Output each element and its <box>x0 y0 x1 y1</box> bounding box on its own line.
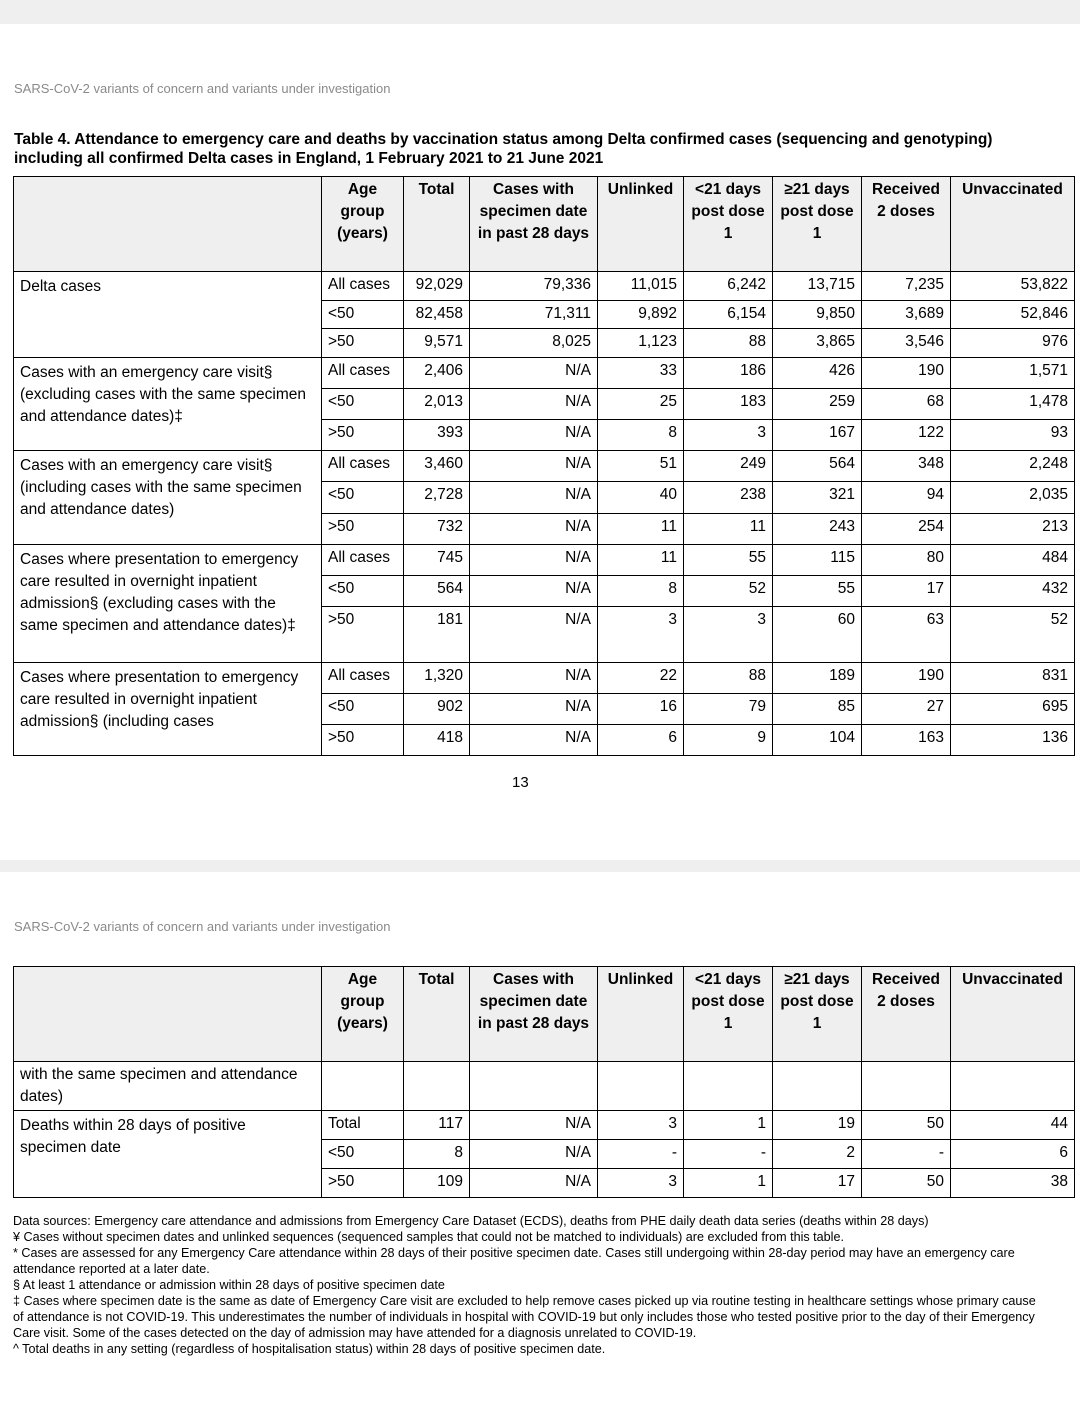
age-group-cell: >50 <box>322 329 404 358</box>
value-cell: 564 <box>773 451 862 482</box>
value-cell: 17 <box>773 1169 862 1198</box>
value-cell: 745 <box>404 545 470 576</box>
value-cell: 243 <box>773 514 862 545</box>
age-group-cell: All cases <box>322 358 404 389</box>
value-cell: 9,892 <box>598 301 684 329</box>
column-header: Total <box>404 177 470 272</box>
value-cell: 50 <box>862 1169 951 1198</box>
note-line: ^ Total deaths in any setting (regardless of hospitalisation status) within 28 days of positive specimen date. <box>13 1342 606 1356</box>
value-cell: 831 <box>951 663 1075 694</box>
value-cell: 9,571 <box>404 329 470 358</box>
value-cell: 2 <box>773 1140 862 1169</box>
value-cell: 3 <box>598 1169 684 1198</box>
note-line: Data sources: Emergency care attendance and admissions from Emergency Care Dataset (ECDS), deaths from PHE daily death data series (deaths within 28 days) <box>13 1214 929 1228</box>
value-cell: N/A <box>470 725 598 756</box>
empty-cell <box>951 1062 1075 1111</box>
value-cell: 22 <box>598 663 684 694</box>
value-cell: 11 <box>684 514 773 545</box>
value-cell: 93 <box>951 420 1075 451</box>
value-cell: 13,715 <box>773 272 862 301</box>
value-cell: 68 <box>862 389 951 420</box>
value-cell: 3,546 <box>862 329 951 358</box>
age-group-cell: >50 <box>322 1169 404 1198</box>
empty-cell <box>862 1062 951 1111</box>
age-group-cell: <50 <box>322 694 404 725</box>
value-cell: 94 <box>862 482 951 514</box>
value-cell: 92,029 <box>404 272 470 301</box>
value-cell: 902 <box>404 694 470 725</box>
value-cell: 38 <box>951 1169 1075 1198</box>
empty-cell <box>404 1062 470 1111</box>
row-group-label: Cases where presentation to emergency care resulted in overnight inpatient admission§ (excluding cases with the same specimen and attendance dates)‡ <box>14 545 322 663</box>
value-cell: 9 <box>684 725 773 756</box>
column-header: Age group (years) <box>322 177 404 272</box>
table-row <box>14 451 1075 482</box>
value-cell: 321 <box>773 482 862 514</box>
value-cell: 1 <box>684 1169 773 1198</box>
age-group-cell: All cases <box>322 272 404 301</box>
column-header: <21 days post dose 1 <box>684 177 773 272</box>
value-cell: 1,320 <box>404 663 470 694</box>
value-cell: N/A <box>470 514 598 545</box>
value-cell: 9,850 <box>773 301 862 329</box>
value-cell: N/A <box>470 1111 598 1140</box>
note-line: ‡ Cases where specimen date is the same as date of Emergency Care visit are excluded to help remove cases picked up via routine testing in healthcare settings whose primary cause of attendance is not COVID-19. This underestimates the number of individuals in hospital with COVID-19 but only includes those who tested positive prior to the day of their Emergency Care visit. Some of the cases detected on the day of admission may have attended for a diagnosis unrelated to COVID-19. <box>13 1294 1036 1340</box>
value-cell: 1 <box>684 1111 773 1140</box>
value-cell: 55 <box>773 576 862 607</box>
value-cell: 418 <box>404 725 470 756</box>
value-cell: 1,571 <box>951 358 1075 389</box>
value-cell: 16 <box>598 694 684 725</box>
value-cell: 52,846 <box>951 301 1075 329</box>
value-cell: 53,822 <box>951 272 1075 301</box>
column-header: Unvaccinated <box>951 967 1075 1062</box>
value-cell: 79,336 <box>470 272 598 301</box>
value-cell: 238 <box>684 482 773 514</box>
age-group-cell: All cases <box>322 451 404 482</box>
value-cell: 259 <box>773 389 862 420</box>
value-cell: N/A <box>470 663 598 694</box>
table-row <box>14 358 1075 389</box>
value-cell: 11 <box>598 545 684 576</box>
table-row <box>14 663 1075 694</box>
age-group-cell: All cases <box>322 545 404 576</box>
value-cell: 7,235 <box>862 272 951 301</box>
age-group-cell: <50 <box>322 1140 404 1169</box>
column-header: Unlinked <box>598 967 684 1062</box>
continued-row-label: with the same specimen and attendance dates) <box>14 1062 322 1111</box>
note-line: § At least 1 attendance or admission within 28 days of positive specimen date <box>13 1278 445 1292</box>
value-cell: 17 <box>862 576 951 607</box>
value-cell: 190 <box>862 663 951 694</box>
value-cell: 2,013 <box>404 389 470 420</box>
age-group-cell: >50 <box>322 725 404 756</box>
empty-cell <box>684 1062 773 1111</box>
value-cell: 50 <box>862 1111 951 1140</box>
value-cell: 82,458 <box>404 301 470 329</box>
value-cell: 136 <box>951 725 1075 756</box>
value-cell: 6 <box>951 1140 1075 1169</box>
value-cell: 213 <box>951 514 1075 545</box>
value-cell: 40 <box>598 482 684 514</box>
value-cell: 117 <box>404 1111 470 1140</box>
note-line: * Cases are assessed for any Emergency Care attendance within 28 days of their positive specimen date. Cases still undergoing within 28-day period may have an emergency care attendance reported at a later date. <box>13 1246 1015 1276</box>
table-4-part-2 <box>13 966 1075 1198</box>
value-cell: 249 <box>684 451 773 482</box>
value-cell: 80 <box>862 545 951 576</box>
value-cell: 33 <box>598 358 684 389</box>
column-header: Received 2 doses <box>862 177 951 272</box>
page-number: 13 <box>512 774 529 791</box>
value-cell: 104 <box>773 725 862 756</box>
value-cell: N/A <box>470 545 598 576</box>
value-cell: 88 <box>684 329 773 358</box>
value-cell: 11,015 <box>598 272 684 301</box>
note-line: ¥ Cases without specimen dates and unlinked sequences (sequenced samples that could not be matched to individuals) are excluded from this table. <box>13 1230 844 1244</box>
table-notes <box>13 1213 1043 1357</box>
value-cell: N/A <box>470 389 598 420</box>
table-row <box>14 545 1075 576</box>
value-cell: 25 <box>598 389 684 420</box>
column-header: Age group (years) <box>322 967 404 1062</box>
value-cell: 695 <box>951 694 1075 725</box>
value-cell: - <box>598 1140 684 1169</box>
age-group-cell: <50 <box>322 482 404 514</box>
table-row <box>14 272 1075 301</box>
value-cell: 3 <box>684 420 773 451</box>
age-group-cell: >50 <box>322 607 404 663</box>
row-group-label: Cases where presentation to emergency care resulted in overnight inpatient admission§ (including cases <box>14 663 322 756</box>
value-cell: 484 <box>951 545 1075 576</box>
value-cell: 55 <box>684 545 773 576</box>
value-cell: N/A <box>470 1169 598 1198</box>
running-header: SARS-CoV-2 variants of concern and variants under investigation <box>14 919 391 934</box>
value-cell: 348 <box>862 451 951 482</box>
value-cell: 1,123 <box>598 329 684 358</box>
value-cell: 71,311 <box>470 301 598 329</box>
value-cell: 186 <box>684 358 773 389</box>
value-cell: 181 <box>404 607 470 663</box>
column-header: Unlinked <box>598 177 684 272</box>
age-group-cell: <50 <box>322 576 404 607</box>
value-cell: 85 <box>773 694 862 725</box>
value-cell: 3 <box>684 607 773 663</box>
column-header: Unvaccinated <box>951 177 1075 272</box>
value-cell: 8 <box>598 420 684 451</box>
column-header: Received 2 doses <box>862 967 951 1062</box>
value-cell: 8 <box>404 1140 470 1169</box>
column-header: Total <box>404 967 470 1062</box>
table-row <box>14 1062 1075 1111</box>
age-group-cell: All cases <box>322 663 404 694</box>
empty-cell <box>598 1062 684 1111</box>
value-cell: 2,728 <box>404 482 470 514</box>
value-cell: 3,689 <box>862 301 951 329</box>
value-cell: - <box>862 1140 951 1169</box>
value-cell: N/A <box>470 482 598 514</box>
column-header: ≥21 days post dose 1 <box>773 967 862 1062</box>
value-cell: 432 <box>951 576 1075 607</box>
value-cell: 3 <box>598 607 684 663</box>
page-separator <box>0 0 1080 24</box>
empty-cell <box>773 1062 862 1111</box>
running-header: SARS-CoV-2 variants of concern and variants under investigation <box>14 81 391 96</box>
value-cell: 3 <box>598 1111 684 1140</box>
value-cell: 63 <box>862 607 951 663</box>
age-group-cell: <50 <box>322 389 404 420</box>
age-group-cell: >50 <box>322 514 404 545</box>
value-cell: 8 <box>598 576 684 607</box>
value-cell: 2,406 <box>404 358 470 389</box>
row-group-label: Delta cases <box>14 272 322 358</box>
value-cell: N/A <box>470 694 598 725</box>
value-cell: 976 <box>951 329 1075 358</box>
value-cell: 51 <box>598 451 684 482</box>
value-cell: 44 <box>951 1111 1075 1140</box>
table-row <box>14 1111 1075 1140</box>
column-header: ≥21 days post dose 1 <box>773 177 862 272</box>
value-cell: 393 <box>404 420 470 451</box>
column-header: <21 days post dose 1 <box>684 967 773 1062</box>
page-separator <box>0 860 1080 872</box>
value-cell: N/A <box>470 576 598 607</box>
row-group-label: Cases with an emergency care visit§ (excluding cases with the same specimen and attendance dates)‡ <box>14 358 322 451</box>
value-cell: N/A <box>470 451 598 482</box>
value-cell: 190 <box>862 358 951 389</box>
value-cell: 564 <box>404 576 470 607</box>
value-cell: N/A <box>470 420 598 451</box>
value-cell: N/A <box>470 1140 598 1169</box>
value-cell: 60 <box>773 607 862 663</box>
value-cell: 122 <box>862 420 951 451</box>
value-cell: 163 <box>862 725 951 756</box>
value-cell: 183 <box>684 389 773 420</box>
value-cell: 52 <box>951 607 1075 663</box>
value-cell: 79 <box>684 694 773 725</box>
empty-cell <box>470 1062 598 1111</box>
value-cell: 52 <box>684 576 773 607</box>
column-header: Cases with specimen date in past 28 days <box>470 177 598 272</box>
value-cell: 732 <box>404 514 470 545</box>
value-cell: 11 <box>598 514 684 545</box>
empty-cell <box>322 1062 404 1111</box>
value-cell: 109 <box>404 1169 470 1198</box>
row-group-label: Deaths within 28 days of positive specimen date <box>14 1111 322 1198</box>
row-group-label: Cases with an emergency care visit§ (including cases with the same specimen and attendance dates) <box>14 451 322 545</box>
value-cell: 88 <box>684 663 773 694</box>
value-cell: 189 <box>773 663 862 694</box>
table-caption: Table 4. Attendance to emergency care and deaths by vaccination status among Delta confirmed cases (sequencing and genotyping) including all confirmed Delta cases in England, 1 February 2021 to 21 June 2021 <box>14 131 993 167</box>
value-cell: 167 <box>773 420 862 451</box>
value-cell: 1,478 <box>951 389 1075 420</box>
value-cell: 27 <box>862 694 951 725</box>
value-cell: - <box>684 1140 773 1169</box>
value-cell: 2,248 <box>951 451 1075 482</box>
value-cell: 254 <box>862 514 951 545</box>
column-header: Cases with specimen date in past 28 days <box>470 967 598 1062</box>
table-4-part-1 <box>13 176 1075 756</box>
value-cell: N/A <box>470 358 598 389</box>
value-cell: N/A <box>470 607 598 663</box>
column-header <box>14 177 322 272</box>
value-cell: 6,242 <box>684 272 773 301</box>
value-cell: 3,865 <box>773 329 862 358</box>
age-group-cell: >50 <box>322 420 404 451</box>
value-cell: 6 <box>598 725 684 756</box>
value-cell: 8,025 <box>470 329 598 358</box>
column-header <box>14 967 322 1062</box>
value-cell: 115 <box>773 545 862 576</box>
age-group-cell: <50 <box>322 301 404 329</box>
value-cell: 426 <box>773 358 862 389</box>
value-cell: 2,035 <box>951 482 1075 514</box>
value-cell: 19 <box>773 1111 862 1140</box>
value-cell: 6,154 <box>684 301 773 329</box>
value-cell: 3,460 <box>404 451 470 482</box>
age-group-cell: Total <box>322 1111 404 1140</box>
